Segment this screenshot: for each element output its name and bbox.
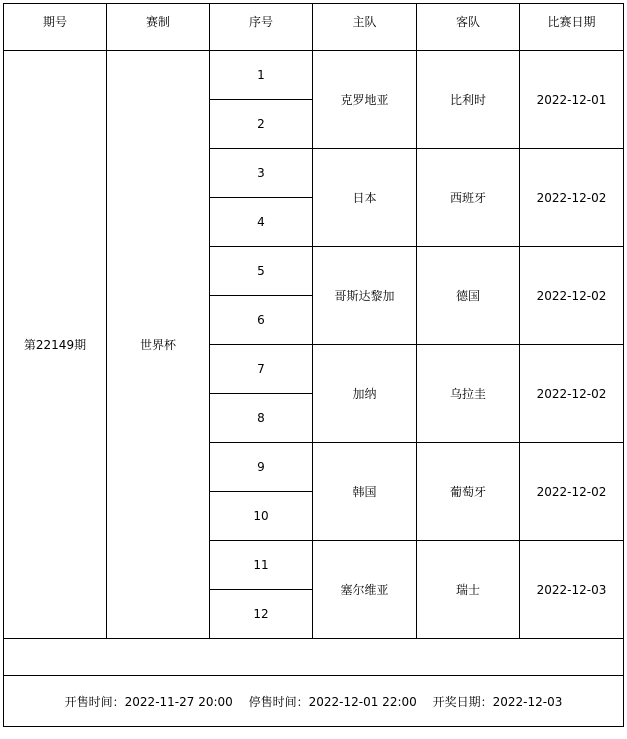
match-date-cell: 2022-12-02 <box>520 345 624 443</box>
seq-cell: 9 <box>210 443 313 492</box>
sale-stop-time: 停售时间：2022-12-01 22:00 <box>248 694 417 709</box>
home-team-cell: 哥斯达黎加 <box>313 247 417 345</box>
seq-cell: 1 <box>210 51 313 100</box>
match-date-cell: 2022-12-03 <box>520 541 624 639</box>
seq-cell: 6 <box>210 296 313 345</box>
footer-row <box>4 676 624 727</box>
seq-cell: 12 <box>210 590 313 639</box>
home-team-cell: 韩国 <box>313 443 417 541</box>
match-date-cell: 2022-12-02 <box>520 443 624 541</box>
away-team-cell: 比利时 <box>417 51 520 149</box>
match-date-cell: 2022-12-02 <box>520 247 624 345</box>
away-team-cell: 德国 <box>417 247 520 345</box>
match-schedule-table <box>3 3 624 727</box>
home-team-cell: 加纳 <box>313 345 417 443</box>
home-team-cell: 塞尔维亚 <box>313 541 417 639</box>
header-period: 期号 <box>4 4 107 51</box>
match-date-cell: 2022-12-02 <box>520 149 624 247</box>
draw-date: 开奖日期：2022-12-03 <box>432 694 563 709</box>
seq-cell: 10 <box>210 492 313 541</box>
period-cell: 第22149期 <box>4 51 107 639</box>
seq-cell: 2 <box>210 100 313 149</box>
seq-cell: 5 <box>210 247 313 296</box>
footer-cell <box>4 676 624 727</box>
home-team-cell: 克罗地亚 <box>313 51 417 149</box>
home-team-cell: 日本 <box>313 149 417 247</box>
seq-cell: 11 <box>210 541 313 590</box>
seq-cell: 4 <box>210 198 313 247</box>
sale-start-time: 开售时间：2022-11-27 20:00 <box>64 694 233 709</box>
header-home: 主队 <box>313 4 417 51</box>
seq-cell: 7 <box>210 345 313 394</box>
away-team-cell: 西班牙 <box>417 149 520 247</box>
format-cell: 世界杯 <box>107 51 210 639</box>
seq-cell: 3 <box>210 149 313 198</box>
blank-cell <box>4 639 624 676</box>
away-team-cell: 瑞士 <box>417 541 520 639</box>
header-row <box>4 4 624 51</box>
seq-cell: 8 <box>210 394 313 443</box>
header-date: 比赛日期 <box>520 4 624 51</box>
header-seq: 序号 <box>210 4 313 51</box>
header-away: 客队 <box>417 4 520 51</box>
away-team-cell: 葡萄牙 <box>417 443 520 541</box>
header-format: 赛制 <box>107 4 210 51</box>
match-date-cell: 2022-12-01 <box>520 51 624 149</box>
blank-row <box>4 639 624 676</box>
away-team-cell: 乌拉圭 <box>417 345 520 443</box>
table-row <box>4 51 624 100</box>
